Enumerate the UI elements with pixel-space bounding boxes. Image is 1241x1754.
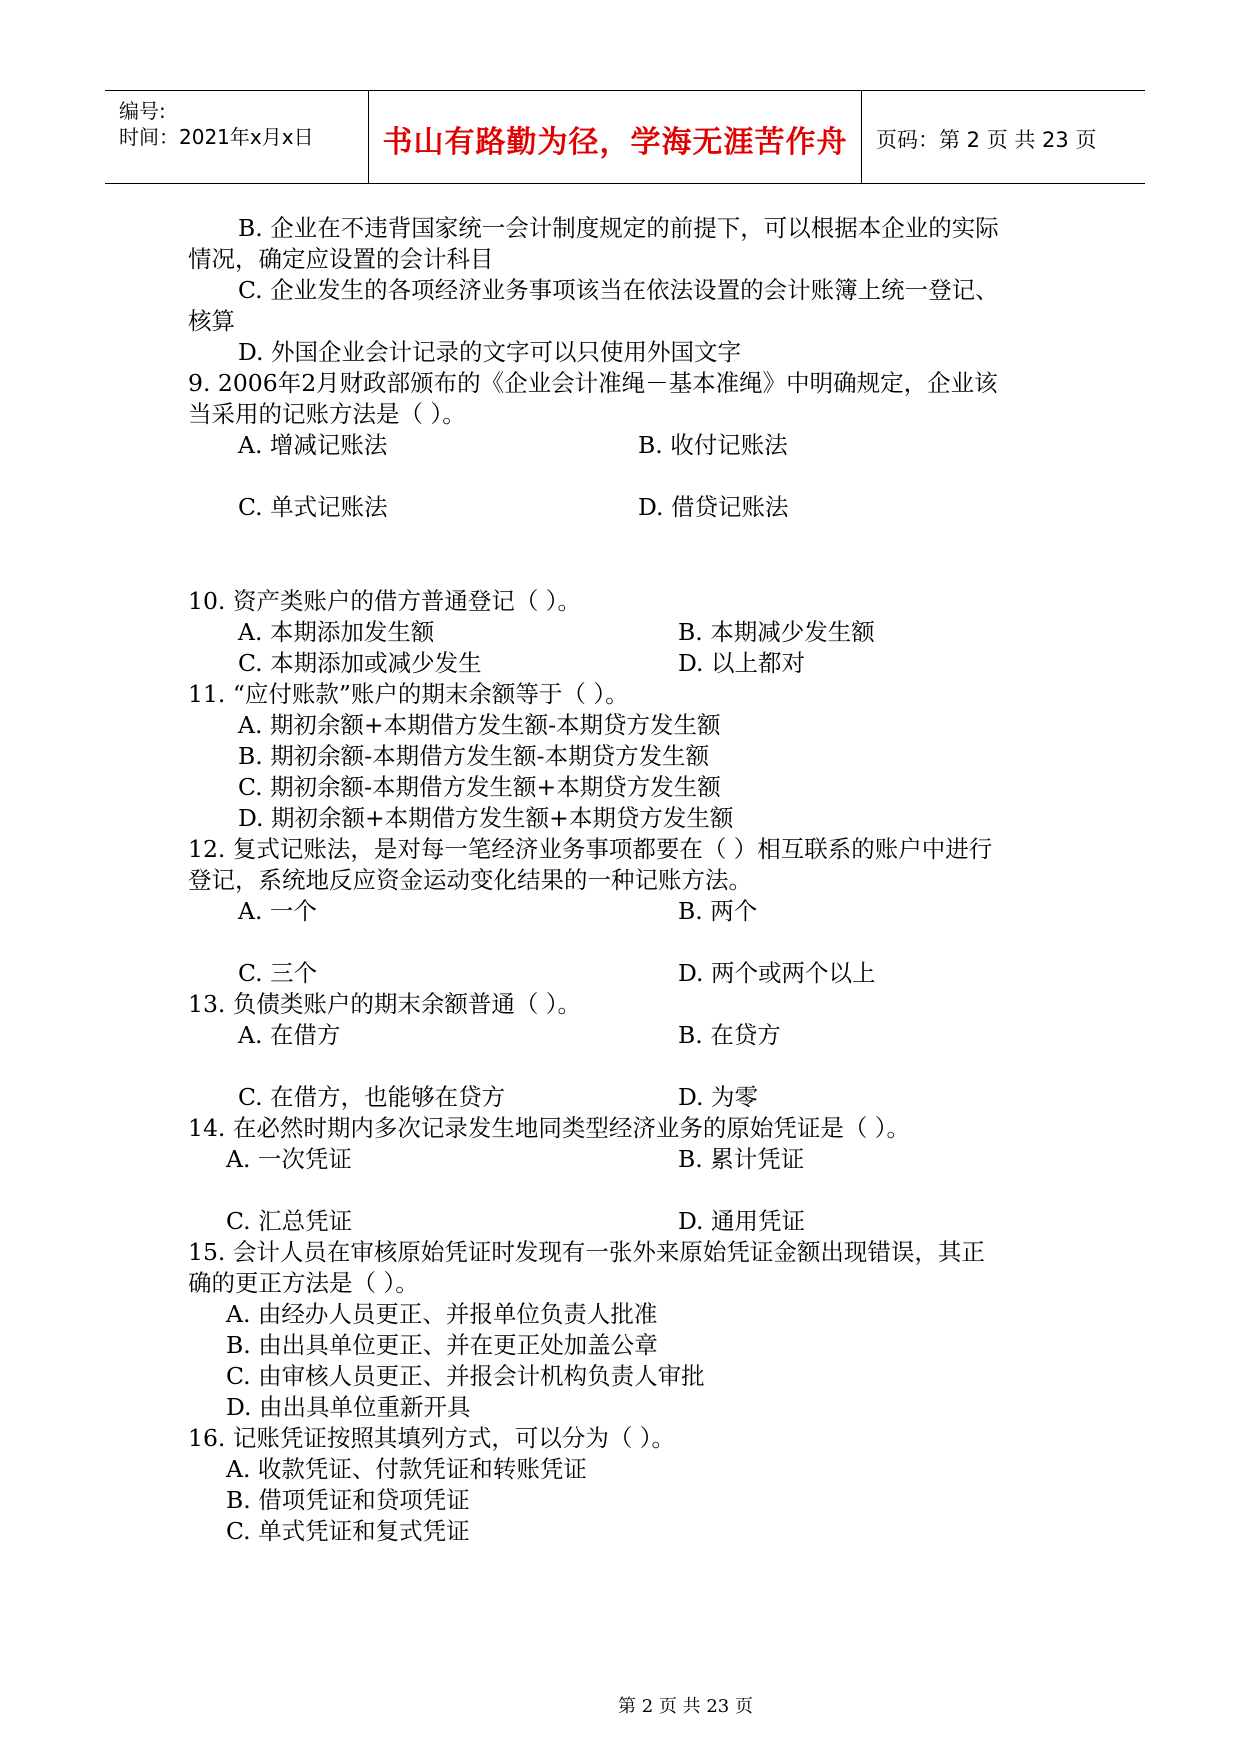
- q15-stem-cont: 确的更正方法是（ ）。: [188, 1269, 419, 1297]
- q12-option-d: D. 两个或两个以上: [678, 959, 876, 987]
- q13-option-b: B. 在贷方: [678, 1021, 781, 1049]
- q9-option-c: C. 单式记账法: [238, 493, 388, 521]
- q10-option-c: C. 本期添加或减少发生: [238, 649, 482, 677]
- q9-option-b: B. 收付记账法: [638, 431, 788, 459]
- q12-option-b: B. 两个: [678, 897, 758, 925]
- q12-option-a: A. 一个: [238, 897, 317, 925]
- q8-option-d: D. 外国企业会计记录的文字可以只使用外国文字: [238, 338, 741, 366]
- q10-option-b: B. 本期减少发生额: [678, 618, 875, 646]
- q15-stem: 15. 会计人员在审核原始凭证时发现有一张外来原始凭证金额出现错误，其正: [188, 1238, 985, 1266]
- q11-stem: 11. “应付账款”账户的期末余额等于（ ）。: [188, 680, 629, 708]
- header-motto-cell: [369, 91, 862, 183]
- page-footer: 第 2 页 共 23 页: [618, 1696, 753, 1717]
- q10-option-a: A. 本期添加发生额: [238, 618, 435, 646]
- q13-option-c: C. 在借方，也能够在贷方: [238, 1083, 506, 1111]
- header-page-cell: [862, 91, 1145, 183]
- q12-option-c: C. 三个: [238, 959, 318, 987]
- q10-option-d: D. 以上都对: [678, 649, 805, 677]
- q8-option-b: B. 企业在不违背国家统一会计制度规定的前提下，可以根据本企业的实际: [238, 214, 999, 242]
- q15-option-d: D. 由出具单位重新开具: [226, 1393, 471, 1421]
- q12-stem: 12. 复式记账法，是对每一笔经济业务事项都要在（ ）相互联系的账户中进行: [188, 835, 993, 863]
- q9-option-a: A. 增减记账法: [238, 431, 388, 459]
- q13-stem: 13. 负债类账户的期末余额普通（ ）。: [188, 990, 582, 1018]
- q9-stem-cont: 当采用的记账方法是（ ）。: [188, 400, 466, 428]
- q11-option-b: B. 期初余额-本期借方发生额-本期贷方发生额: [238, 742, 710, 770]
- q9-option-d: D. 借贷记账法: [638, 493, 789, 521]
- q8-option-c: C. 企业发生的各项经济业务事项该当在依法设置的会计账簿上统一登记、: [238, 276, 999, 304]
- q16-option-a: A. 收款凭证、付款凭证和转账凭证: [226, 1455, 587, 1483]
- q11-option-d: D. 期初余额+本期借方发生额+本期贷方发生额: [238, 804, 734, 832]
- q13-option-a: A. 在借方: [238, 1021, 341, 1049]
- q16-option-c: C. 单式凭证和复式凭证: [226, 1517, 470, 1545]
- header-meta-cell: [105, 91, 369, 183]
- document-number-label: 编号:: [119, 99, 166, 123]
- q14-option-d: D. 通用凭证: [678, 1207, 805, 1235]
- q8-option-c-cont: 核算: [188, 307, 235, 335]
- q15-option-a: A. 由经办人员更正、并报单位负责人批准: [226, 1300, 658, 1328]
- q11-option-a: A. 期初余额+本期借方发生额-本期贷方发生额: [238, 711, 721, 739]
- q10-stem: 10. 资产类账户的借方普通登记（ ）。: [188, 587, 582, 615]
- q14-stem: 14. 在必然时期内多次记录发生地同类型经济业务的原始凭证是（ ）。: [188, 1114, 911, 1142]
- q14-option-a: A. 一次凭证: [226, 1145, 352, 1173]
- header-motto: 书山有路勤为径，学海无涯苦作舟: [382, 125, 848, 160]
- header-page-info: 页码：第 2 页 共 23 页: [876, 128, 1097, 152]
- q16-stem: 16. 记账凭证按照其填列方式，可以分为（ ）。: [188, 1424, 676, 1452]
- q8-option-b-cont: 情况，确定应设置的会计科目: [188, 245, 494, 273]
- q15-option-c: C. 由审核人员更正、并报会计机构负责人审批: [226, 1362, 705, 1390]
- q16-option-b: B. 借项凭证和贷项凭证: [226, 1486, 470, 1514]
- page-header: [105, 90, 1145, 184]
- q13-option-d: D. 为零: [678, 1083, 758, 1111]
- q15-option-b: B. 由出具单位更正、并在更正处加盖公章: [226, 1331, 658, 1359]
- q14-option-b: B. 累计凭证: [678, 1145, 805, 1173]
- q9-stem: 9. 2006年2月财政部颁布的《企业会计准绳－基本准绳》中明确规定，企业该: [188, 369, 998, 397]
- q14-option-c: C. 汇总凭证: [226, 1207, 353, 1235]
- q12-stem-cont: 登记，系统地反应资金运动变化结果的一种记账方法。: [188, 866, 752, 894]
- document-time-label: 时间：2021年x月x日: [119, 125, 314, 149]
- q11-option-c: C. 期初余额-本期借方发生额+本期贷方发生额: [238, 773, 721, 801]
